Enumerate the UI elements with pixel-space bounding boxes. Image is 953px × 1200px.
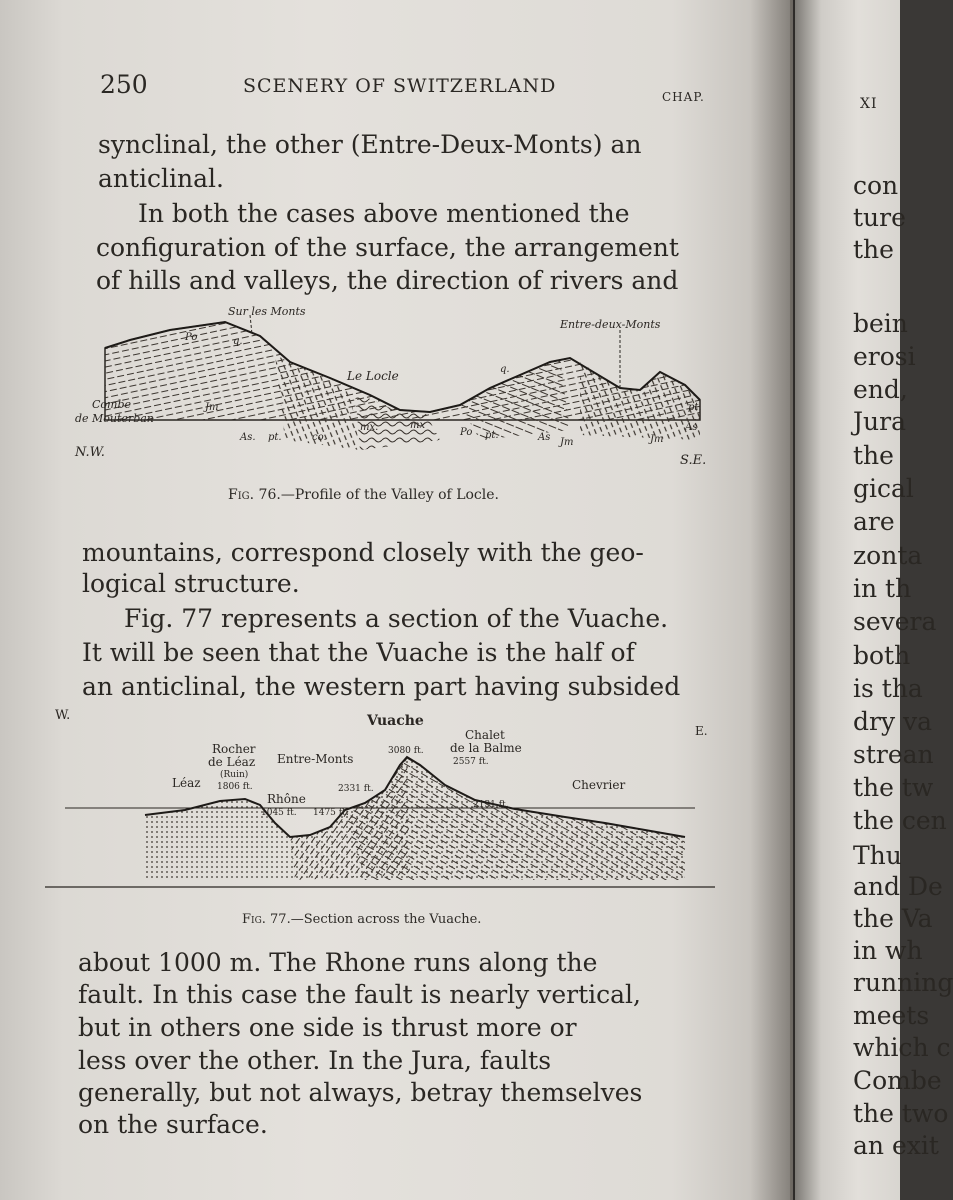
label-q-right: q. — [500, 364, 510, 375]
text-line: the cen — [853, 806, 947, 835]
text-line: on the surface. — [78, 1110, 268, 1139]
text-line: are — [853, 507, 895, 536]
label-de-la-balme: de la Balme — [450, 741, 522, 755]
text-line: Thu — [853, 841, 902, 870]
label-rhone: Rhône — [267, 792, 306, 806]
label-as-left: As. — [240, 432, 256, 443]
page-number: 250 — [100, 70, 148, 99]
text-line: It will be seen that the Vuache is the half of — [82, 638, 635, 667]
text-line: of hills and valleys, the direction of rivers and — [96, 266, 679, 295]
text-line: gical — [853, 474, 914, 503]
label-w: W. — [55, 708, 71, 723]
label-pt-right: pt. — [688, 402, 702, 413]
text-line: bein — [853, 309, 908, 338]
text-line: anticlinal. — [98, 164, 224, 193]
text-line: strean — [853, 740, 934, 769]
text-line: which c — [853, 1033, 951, 1062]
figure-77-caption — [242, 912, 481, 927]
label-leaz: Léaz — [172, 776, 201, 790]
label-nw: N.W. — [75, 445, 105, 460]
text-line: mountains, correspond closely with the geo- — [82, 538, 644, 567]
text-line: logical structure. — [82, 569, 300, 598]
text-line: Fig. 77 represents a section of the Vuache. — [124, 604, 669, 633]
text-line: an exit — [853, 1131, 939, 1160]
label-as-right: As — [685, 422, 698, 433]
label-mx-right: mx — [410, 420, 426, 431]
label-sur-les-monts: Sur les Monts — [228, 305, 306, 318]
text-line: In both the cases above mentioned the — [138, 199, 630, 228]
figure-76-caption — [228, 487, 499, 503]
caption-prefix: Fig. 77. — [242, 912, 291, 927]
label-e: E. — [695, 724, 708, 738]
text-line: in th — [853, 574, 912, 603]
text-line: but in others one side is thrust more or — [78, 1013, 577, 1042]
text-line: the Va — [853, 904, 933, 933]
text-line: less over the other. In the Jura, faults — [78, 1046, 552, 1075]
text-line: con — [853, 171, 899, 200]
label-rhone-alt: 1045 ft. — [261, 808, 297, 818]
running-title: SCENERY OF SWITZERLAND — [243, 75, 557, 97]
label-rocher: Rocher — [212, 742, 256, 756]
label-pt-mid: pt. — [485, 430, 499, 441]
text-line: end, — [853, 375, 908, 404]
label-q-left: q. — [233, 336, 243, 347]
text-line: erosi — [853, 342, 916, 371]
label-jm-mid: Jm — [560, 437, 574, 448]
label-de-mouterban: de Mouterban — [75, 412, 154, 425]
text-line: configuration of the surface, the arrangement — [96, 233, 679, 262]
text-line: is tha — [853, 674, 923, 703]
text-line: meets — [853, 1001, 930, 1030]
caption-text: —Section across the Vuache. — [290, 912, 482, 927]
text-line: synclinal, the other (Entre-Deux-Monts) an — [98, 130, 642, 159]
text-line: in wh — [853, 936, 923, 965]
label-as-mid: As — [538, 432, 551, 443]
label-po-right: Po — [460, 427, 473, 438]
label-ruin: (Ruin) — [220, 770, 249, 780]
label-vuache: Vuache — [367, 713, 424, 729]
text-line: an anticlinal, the western part having subsided — [82, 672, 681, 701]
label-alt-2131: 2131 ft. — [473, 800, 509, 810]
text-line: running — [853, 968, 953, 997]
label-entre-deux-monts: Entre-deux-Monts — [560, 318, 661, 331]
text-line: the two — [853, 1099, 949, 1128]
label-summit-alt: 3080 ft. — [388, 746, 424, 756]
text-line: about 1000 m. The Rhone runs along the — [78, 948, 598, 977]
label-alt-2331: 2331 ft. — [338, 784, 374, 794]
label-mx-left: mx. — [360, 422, 379, 433]
label-se: S.E. — [680, 453, 707, 468]
label-chalet-alt: 2557 ft. — [453, 757, 489, 767]
label-entre-monts: Entre-Monts — [277, 752, 354, 766]
right-page-header: XI — [860, 96, 878, 112]
text-line: the tw — [853, 773, 934, 802]
text-line: severa — [853, 607, 937, 636]
label-po-left: Po — [185, 332, 198, 343]
text-line: generally, but not always, betray themselves — [78, 1078, 643, 1107]
text-line: Combe — [853, 1066, 942, 1095]
text-line: both — [853, 641, 911, 670]
text-line: ture — [853, 203, 906, 232]
label-jm-left: Jm — [205, 402, 219, 413]
text-line: the — [853, 441, 894, 470]
text-line: dry va — [853, 707, 933, 736]
label-rocher-alt: 1806 ft. — [217, 782, 253, 792]
text-line: and De — [853, 872, 943, 901]
label-alt-1475: 1475 ft. — [313, 808, 349, 818]
caption-text: —Profile of the Valley of Locle. — [280, 487, 499, 503]
text-line: the — [853, 235, 894, 264]
text-line: fault. In this case the fault is nearly vertical, — [78, 980, 642, 1009]
right-page — [795, 0, 953, 1200]
label-jm-right: Jm — [650, 434, 664, 445]
label-chalet: Chalet — [465, 728, 505, 742]
label-de-leaz: de Léaz — [208, 755, 256, 769]
text-line: Jura — [853, 407, 906, 436]
label-pt-left: pt. — [268, 432, 282, 443]
label-le-locle: Le Locle — [347, 369, 399, 383]
figure-77-section — [45, 705, 725, 905]
label-chevrier: Chevrier — [572, 778, 626, 792]
label-combe: Combe — [92, 398, 132, 411]
text-line: zonta — [853, 541, 923, 570]
figure-76-profile — [60, 300, 720, 480]
caption-prefix: Fig. 76. — [228, 487, 281, 503]
label-co: co. — [312, 432, 327, 443]
chapter-marker: CHAP. — [662, 90, 705, 104]
